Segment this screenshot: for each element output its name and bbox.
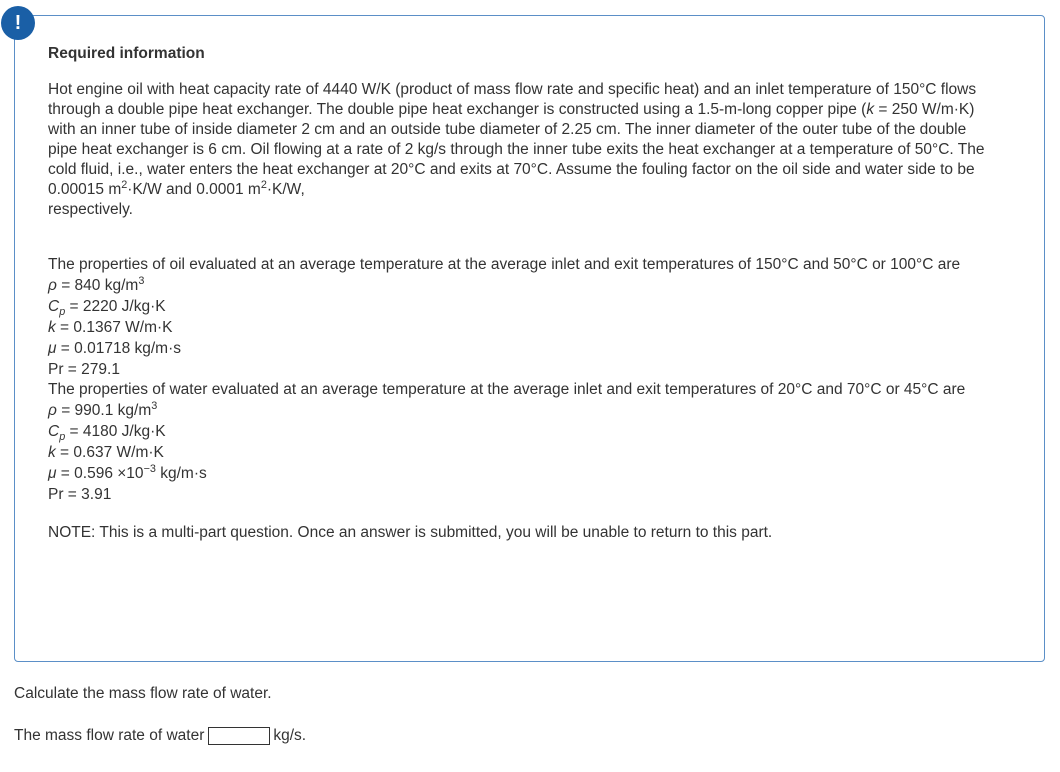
answer-unit: kg/s. [273, 727, 307, 744]
water-specific-heat: $C_p = 4180$ J/kg·K [48, 423, 166, 443]
required-information-title: Required information [48, 45, 205, 62]
exclamation-icon: ! [1, 6, 35, 40]
oil-prandtl: Pr = 279.1 [48, 361, 120, 378]
oil-specific-heat: $C_p = 2220$ J/kg·K [48, 298, 166, 318]
water-density: ρ = 990.1 $kg/m^3$ [48, 400, 158, 419]
mass-flow-rate-input[interactable] [208, 727, 270, 745]
answer-label: The mass flow rate of water [14, 727, 205, 744]
water-properties-intro: The properties of water evaluated at an average temperature at the average inlet and exit temperatures of 20°C and 70°C or 45°C are [48, 381, 966, 398]
water-viscosity: $\mu = 0.596 \times 10^{-3}$ kg/m·s [48, 463, 207, 482]
multi-part-note: NOTE: This is a multi-part question. Once an answer is submitted, you will be unable to return to this part. [48, 524, 773, 541]
oil-viscosity: μ = 0.01718 kg/m·s [48, 340, 181, 357]
water-prandtl: Pr = 3.91 [48, 486, 112, 503]
answer-row [14, 725, 306, 747]
question-prompt: Calculate the mass flow rate of water. [14, 685, 272, 702]
water-properties [48, 380, 993, 505]
oil-conductivity: k = 0.1367 W/m·K [48, 319, 173, 336]
oil-density: ρ = 840 $kg/m^3$ [48, 275, 145, 294]
oil-properties-intro: The properties of oil evaluated at an average temperature at the average inlet and exit temperatures of 150°C and 50°C or 100°C are [48, 256, 961, 273]
required-information-content [48, 42, 993, 543]
oil-properties [48, 255, 993, 380]
problem-statement: Hot engine oil with heat capacity rate of 4440 W/K (product of mass flow rate and specific heat) and an inlet temperature of 150°C flows through a double pipe heat exchanger. The double pipe heat exchanger is constructed using a 1.5-m-long copper pipe (k = 250 W/m·K) with an inner tube of inside diameter 2 cm and an outside tube diameter of 2.25 cm. The inner diameter of the outer tube of the double pipe heat exchanger is 6 cm. Oil flowing at a rate of 2 kg/s through the inner tube exits the heat exchanger at a temperature of 50°C. The cold fluid, i.e., water enters the heat exchanger at 20°C and exits at 70°C. Assume the fouling factor on the oil side and water side to be 0.00015 $m^2\cdot K/W$ and 0.0001 $m^2\cdot K/W$, respectively. [48, 80, 985, 218]
water-conductivity: k = 0.637 W/m·K [48, 444, 164, 461]
